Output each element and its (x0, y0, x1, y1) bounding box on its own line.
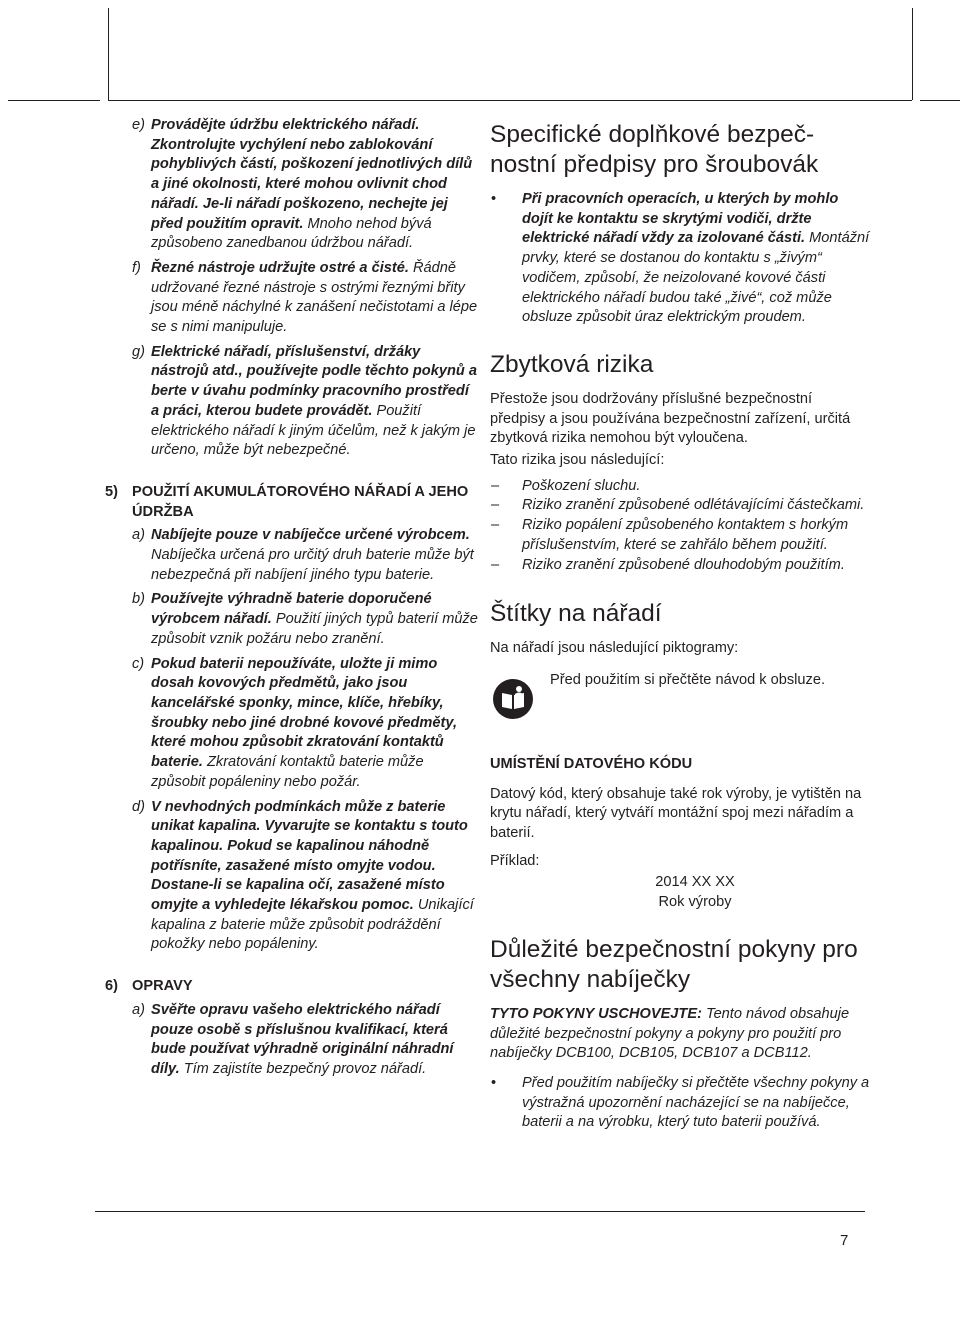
crop-mark (912, 8, 913, 100)
heading-specific-safety: Specifické doplňkové bezpečnostní předpisy pro šroubovák (490, 121, 819, 178)
bullet-item: • Před použitím nabíječky si přečtěte všechny pokyny a výstražná upozornění nacházející se na nabíječce, baterii a na výrobku, který tuto baterii používá. (491, 1074, 870, 1131)
pictogram-text: Před použitím si přečtěte návod k obsluze. (550, 671, 825, 688)
heading-charger-safety: Důležité bezpečnostní pokyny pro všechny nabíječky (490, 935, 858, 993)
list-item-5b: b) Používejte výhradně baterie doporučené výrobcem nářadí. Použití jiných typů baterií může způsobit vznik požáru nebo zranění. (132, 591, 478, 647)
list-item-e: e) Provádějte údržbu elektrického nářadí. Zkontrolujte vychýlení nebo zablokování pohyblivých částí, poškození jednotlivých dílů a jiné okolnosti, které mohou ovlivnit chod nářadí. Je-li nářadí poškozeno, nechejte jej před použitím opravit. Mnoho nehod bývá způsobeno zanedbanou údržbou nářadí. (132, 117, 473, 252)
pictogram-row (490, 671, 870, 741)
crop-mark (8, 100, 100, 101)
heading-tool-labels: Štítky na nářadí (490, 600, 662, 628)
list-item: – Riziko zranění způsobené odlétávajícími částečkami. (491, 497, 865, 514)
example-value: 2014 XX XX (655, 874, 735, 891)
list-item: – Riziko popálení způsobeného kontaktem s horkým příslušenstvím, které se zahřálo během použití. (491, 517, 849, 553)
footer-rule (95, 1211, 865, 1212)
read-manual-icon (493, 679, 533, 719)
paragraph: Datový kód, který obsahuje také rok výroby, je vytištěn na krytu nářadí, který vytváří montážní spoj mezi nářadím a baterií. (490, 785, 862, 842)
left-column (100, 116, 480, 1085)
paragraph: TYTO POKYNY USCHOVEJTE: Tento návod obsahuje důležité bezpečnostní pokyny a pokyny pro použití pro nabíječky DCB100, DCB105, DCB107 a DCB112. (490, 1005, 850, 1062)
list-item-f: f) Řezné nástroje udržujte ostré a čisté. Řádně udržované řezné nástroje s ostrými řeznými břity jsou méně náchylné k zanášení nečistotami a lépe se s nimi manipuluje. (132, 259, 478, 336)
header-rule (108, 100, 912, 101)
section-heading-6: 6) OPRAVY (105, 978, 193, 995)
risk-list (490, 477, 870, 576)
crop-mark (920, 100, 960, 101)
list-item: – Poškození sluchu. (491, 477, 641, 494)
list-item-5c: c) Pokud baterii nepoužíváte, uložte ji mimo dosah kovových předmětů, jako jsou kancelářské sponky, mince, klíče, hřebíky, šroubky nebo jiné drobné kovové předměty, které mohou způsobit zkratování kontaktů baterie. Zkratování kontaktů baterie může způsobit popáleniny nebo požár. (132, 655, 457, 790)
crop-mark (108, 8, 109, 100)
section-heading-5: 5) POUŽITÍ AKUMULÁTOROVÉHO NÁŘADÍ A JEHO ÚDRŽBA (105, 483, 469, 520)
date-code-heading: UMÍSTĚNÍ DATOVÉHO KÓDU (490, 755, 693, 772)
example-caption: Rok výroby (658, 894, 732, 911)
paragraph: Tato rizika jsou následující: (490, 452, 665, 469)
paragraph: Přestože jsou dodržovány příslušné bezpečnostní předpisy a jsou používána bezpečnostní zařízení, určitá zbytková rizika nemohou být vyloučena. (490, 390, 851, 447)
list-item-6a: a) Svěřte opravu vašeho elektrického nářadí pouze osobě s příslušnou kvalifikací, která bude používat výhradně originální náhradní díly. Tím zajistíte bezpečný provoz nářadí. (132, 1001, 454, 1077)
paragraph: Na nářadí jsou následující piktogramy: (490, 640, 739, 657)
page-number: 7 (840, 1232, 849, 1249)
list-item: – Riziko zranění způsobené dlouhodobým použitím. (491, 556, 845, 573)
right-column (490, 116, 870, 1139)
example-label: Příklad: (490, 852, 540, 869)
bullet-item: • Při pracovních operacích, u kterých by mohlo dojít ke kontaktu se skrytými vodiči, držte elektrické nářadí vždy za izolované části. Montážní prvky, které se dostanou do kontaktu s „živým“ vodičem, způsobí, že neizolované kovové části elektrického nářadí budou také „živé“, což může obsluze způsobit úraz elektrickým proudem. (491, 191, 870, 326)
list-item-5d: d) V nevhodných podmínkách může z baterie unikat kapalina. Vyvarujte se kontaktu s touto kapalinou. Pokud se kapalinou náhodně potřísníte, zasažené místo omyjte vodou. Dostane-li se kapalina očí, zasažené místo omyjte a vyhledejte lékařskou pomoc. Unikající kapalina z baterie může způsobit podráždění pokožky nebo popáleniny. (132, 798, 474, 953)
list-item-5a: a) Nabíjejte pouze v nabíječce určené výrobcem. Nabíječka určená pro určitý druh baterie může být nebezpečná při nabíjení jiného typu baterie. (132, 527, 474, 583)
heading-residual-risks: Zbytková rizika (490, 350, 654, 378)
list-item-g: g) Elektrické nářadí, příslušenství, držáky nástrojů atd., používejte podle těchto pokynů a berte v úvahu podmínky pracovního prostředí a práci, kterou budete provádět. Použití elektrického nářadí k jiným účelům, než k jakým je určeno, může být nebezpečné. (132, 343, 477, 459)
